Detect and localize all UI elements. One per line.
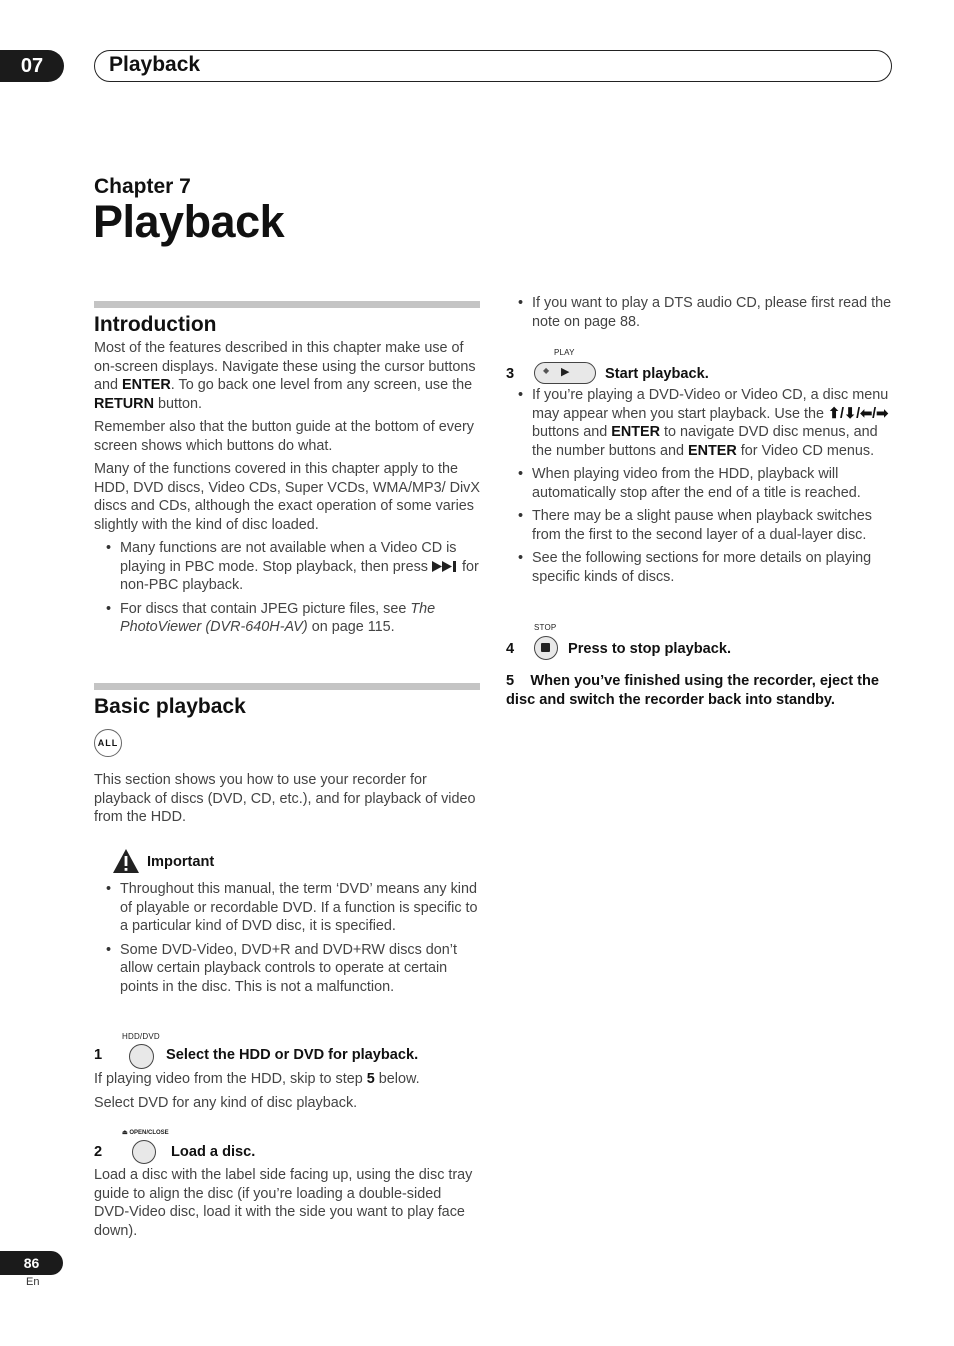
step-1-number: 1 (94, 1047, 103, 1063)
basic-body (94, 771, 480, 827)
list-item: • If you’re playing a DVD-Video or Video CD, a disc menu may appear when you start playback. Use the ⬆/⬇/⬅/➡ buttons and ENTER to navigate DVD disc menus, and the number buttons and ENTER for Video CD menus. (506, 386, 892, 460)
list-item: • For discs that contain JPEG picture files, see The PhotoViewer (DVR-640H-AV) on page 115. (94, 600, 480, 637)
diamond-icon: ◆ (543, 366, 550, 375)
arrow-keys-icon: ⬆/⬇/⬅/➡ (827, 405, 889, 422)
step-5 (506, 672, 892, 709)
step-4-number: 4 (506, 641, 515, 657)
step-2-body (94, 1166, 480, 1245)
open-close-button[interactable] (132, 1140, 156, 1164)
intro-paragraph-1: Most of the features described in this chapter make use of on-screen displays. Navigate these using the cursor buttons and ENTER. To go back one level from any screen, use the RETURN button. (94, 340, 476, 412)
chapter-tab: 07 (0, 50, 64, 82)
step-5-text: When you’ve finished using the recorder, eject the disc and switch the recorder back into standby. (506, 673, 880, 708)
list-item: • When playing video from the HDD, playback will automatically stop after the end of a title is reached. (506, 465, 892, 502)
play-icon: ▶ (561, 366, 570, 378)
intro-paragraph-2: Remember also that the button guide at the bottom of every screen shows which buttons do what. (94, 419, 474, 454)
step-5-number: 5 (506, 673, 515, 689)
step-3-number: 3 (506, 366, 515, 382)
step-4-text: Press to stop playback. (568, 641, 732, 657)
list-item: • If you want to play a DTS audio CD, please first read the note on page 88. (506, 294, 892, 331)
introduction-section (94, 313, 480, 642)
page-number: 86 (0, 1251, 63, 1275)
introduction-body (94, 339, 480, 637)
step-1-text: Select the HDD or DVD for playback. (166, 1047, 419, 1063)
section-divider (94, 683, 480, 690)
chapter-label: Chapter 7 (94, 175, 191, 198)
list-item: • Some DVD-Video, DVD+R and DVD+RW discs don’t allow certain playback controls to operate at certain points in the disc. This is not a malfunction. (94, 941, 480, 997)
intro-bullets (94, 539, 480, 637)
step-2-text: Load a disc. (171, 1144, 256, 1160)
eject-icon: ⏏ (122, 1130, 128, 1136)
step-1-body (94, 1070, 480, 1117)
header-bar (94, 50, 892, 82)
warning-icon (112, 848, 140, 879)
dts-note (506, 294, 892, 336)
step-2-paragraph: Load a disc with the label side facing up, using the disc tray guide to align the disc (if you’re loading a double-sided DVD-Video disc, load it with the side you want to play face down). (94, 1167, 473, 1239)
play-button[interactable] (534, 362, 596, 384)
basic-playback-heading: Basic playback (94, 695, 246, 718)
all-disc-badge: ALL (94, 729, 122, 757)
list-item: • There may be a slight pause when playback switches from the first to the second layer of a dual-layer disc. (506, 507, 892, 544)
step-3-bullets (506, 386, 892, 591)
intro-paragraph-3: Many of the functions covered in this chapter apply to the HDD, DVD discs, Video CDs, Super VCDs, WMA/MP3/ DivX discs and CDs, although the exact operation of some varies slightly with the kind of disc loaded. (94, 461, 480, 533)
header-title: Playback (109, 53, 201, 76)
important-label: Important (147, 854, 215, 870)
step-1-paragraph-2: Select DVD for any kind of disc playback. (94, 1094, 358, 1111)
next-track-icon (432, 561, 458, 572)
stop-button-label: STOP (534, 623, 557, 632)
list-item: • Many functions are not available when a Video CD is playing in PBC mode. Stop playback, then press for non-PBC playback. (94, 539, 480, 595)
chapter-title: Playback (93, 196, 285, 247)
basic-paragraph: This section shows you how to use your recorder for playback of discs (DVD, CD, etc.), and for playback of video from the HDD. (94, 772, 476, 825)
section-divider (94, 301, 480, 308)
step-2-number: 2 (94, 1144, 103, 1160)
important-bullets (94, 880, 480, 1001)
hdd-dvd-button-label: HDD/DVD (122, 1032, 160, 1041)
stop-button[interactable] (534, 636, 558, 660)
list-item: • See the following sections for more details on playing specific kinds of discs. (506, 549, 892, 586)
introduction-heading: Introduction (94, 313, 217, 336)
open-close-button-label: ⏏ OPEN/CLOSE (122, 1130, 169, 1136)
play-button-label: PLAY (554, 348, 575, 357)
language-code: En (26, 1276, 40, 1288)
step-1-paragraph-1: If playing video from the HDD, skip to step 5 below. (94, 1071, 420, 1087)
hdd-dvd-button[interactable] (129, 1044, 154, 1069)
stop-icon (541, 643, 550, 652)
basic-playback-section (94, 695, 480, 832)
step-3-text: Start playback. (605, 366, 709, 382)
list-item: • Throughout this manual, the term ‘DVD’ means any kind of playable or recordable DVD. If a function is specific to a particular kind of DVD disc, it is specified. (94, 880, 480, 936)
